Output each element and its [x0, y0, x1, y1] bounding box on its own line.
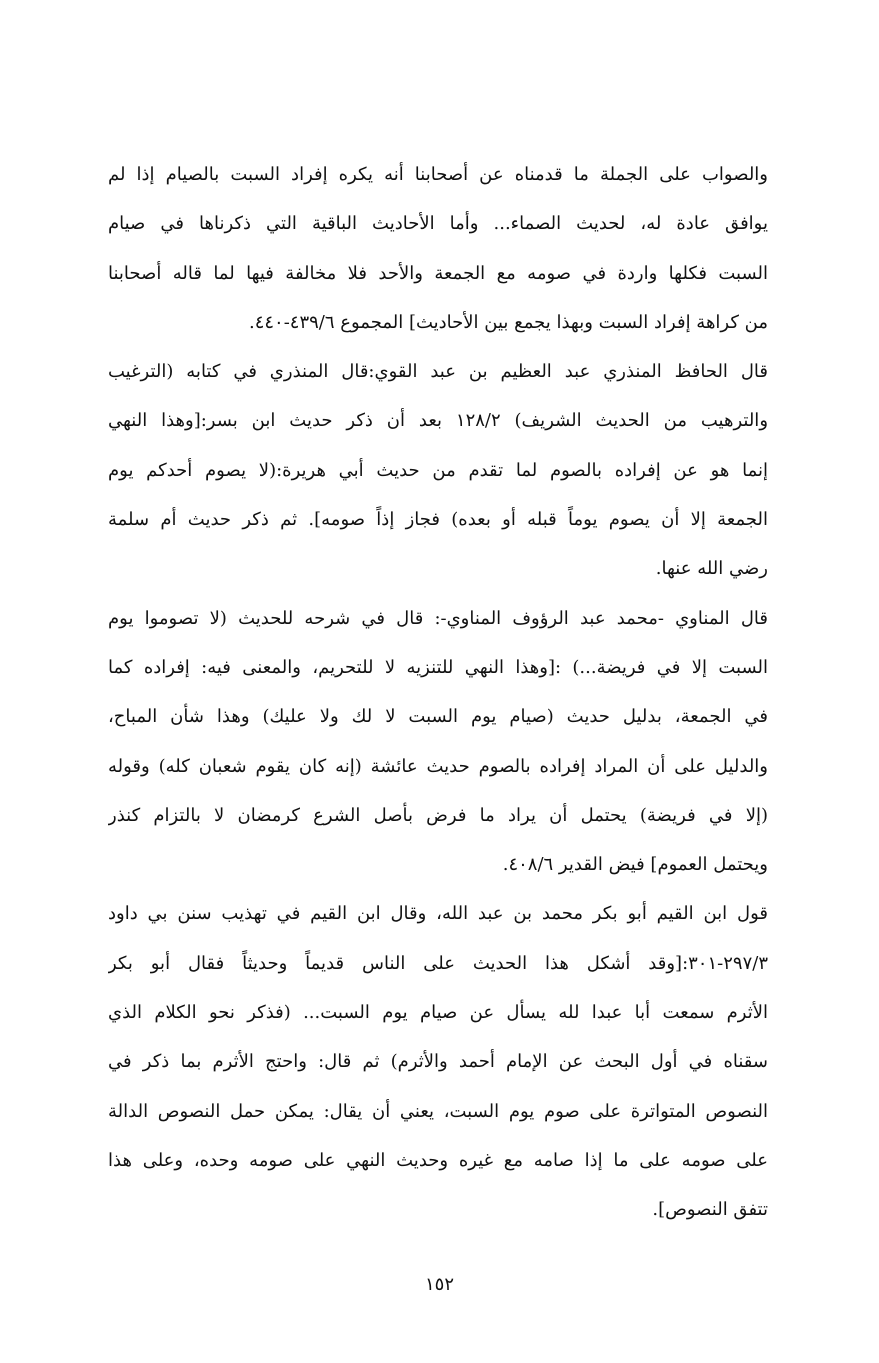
- text-line: الأثرم سمعت أبا عبدا لله يسأل عن صيام يوم السبت... (فذكر نحو الكلام الذي: [108, 1002, 768, 1024]
- text-line: سقناه في أول البحث عن الإمام أحمد والأثرم) ثم قال: واحتج الأثرم بما ذكر في: [108, 1051, 768, 1073]
- text-line: (إلا في فريضة) يحتمل أن يراد ما فرض بأصل الشرع كرمضان لا بالتزام كنذر: [108, 804, 768, 826]
- paragraph-munawi: [108, 594, 768, 890]
- text-line: والدليل على أن المراد إفراده بالصوم حديث عائشة (إنه كان يقوم شعبان كله) وقوله: [108, 755, 768, 777]
- paragraph-mundhiri: [108, 347, 768, 593]
- text-line: تتفق النصوص].: [652, 1199, 768, 1221]
- paragraph-nawawi-conclusion: [108, 150, 768, 347]
- text-line: إنما هو عن إفراده بالصوم لما تقدم من حديث أبي هريرة:(لا يصوم أحدكم يوم: [108, 459, 768, 481]
- text-line: من كراهة إفراد السبت وبهذا يجمع بين الأحاديث] المجموع ٤٣٩/٦-٤٤٠.: [248, 311, 768, 333]
- text-line: قال المناوي -محمد عبد الرؤوف المناوي-: قال في شرحه للحديث (لا تصوموا يوم: [108, 607, 768, 629]
- body-text: [108, 150, 768, 1235]
- page-number: ١٥٢: [424, 1274, 454, 1295]
- paragraph-ibn-qayyim: [108, 889, 768, 1234]
- text-line: الجمعة إلا أن يصوم يوماً قبله أو بعده) فجاز إذاً صومه]. ثم ذكر حديث أم سلمة: [108, 509, 768, 531]
- text-line: ويحتمل العموم] فيض القدير ٤٠٨/٦.: [502, 854, 768, 876]
- text-line: ٢٩٧/٣-٣٠١:[وقد أشكل هذا الحديث على الناس قديماً وحديثاً فقال أبو بكر: [108, 952, 768, 974]
- text-line: والترهيب من الحديث الشريف) ١٢٨/٢ بعد أن ذكر حديث ابن بسر:[وهذا النهي: [108, 410, 768, 432]
- text-line: السبت إلا في فريضة...) :[وهذا النهي للتنزيه لا للتحريم، والمعنى فيه: إفراده كما: [108, 656, 768, 678]
- text-line: يوافق عادة له، لحديث الصماء... وأما الأحاديث الباقية التي ذكرناها في صيام: [108, 213, 768, 235]
- text-line: قول ابن القيم أبو بكر محمد بن عبد الله، وقال ابن القيم في تهذيب سنن بي داود: [108, 903, 768, 925]
- text-line: والصواب على الجملة ما قدمناه عن أصحابنا أنه يكره إفراد السبت بالصيام إذا لم: [108, 164, 768, 185]
- text-line: السبت فكلها واردة في صومه مع الجمعة والأحد فلا مخالفة فيها لما قاله أصحابنا: [108, 262, 768, 284]
- text-line: قال الحافظ المنذري عبد العظيم بن عبد القوي:قال المنذري في كتابه (الترغيب: [108, 361, 768, 383]
- text-line: رضي الله عنها.: [655, 558, 768, 580]
- text-line: النصوص المتواترة على صوم يوم السبت، يعني أن يقال: يمكن حمل النصوص الدالة: [108, 1100, 768, 1122]
- text-line: على صومه على ما إذا صامه مع غيره وحديث النهي على صومه وحده، وعلى هذا: [108, 1149, 768, 1171]
- text-line: في الجمعة، بدليل حديث (صيام يوم السبت لا لك ولا عليك) وهذا شأن المباح،: [108, 706, 768, 728]
